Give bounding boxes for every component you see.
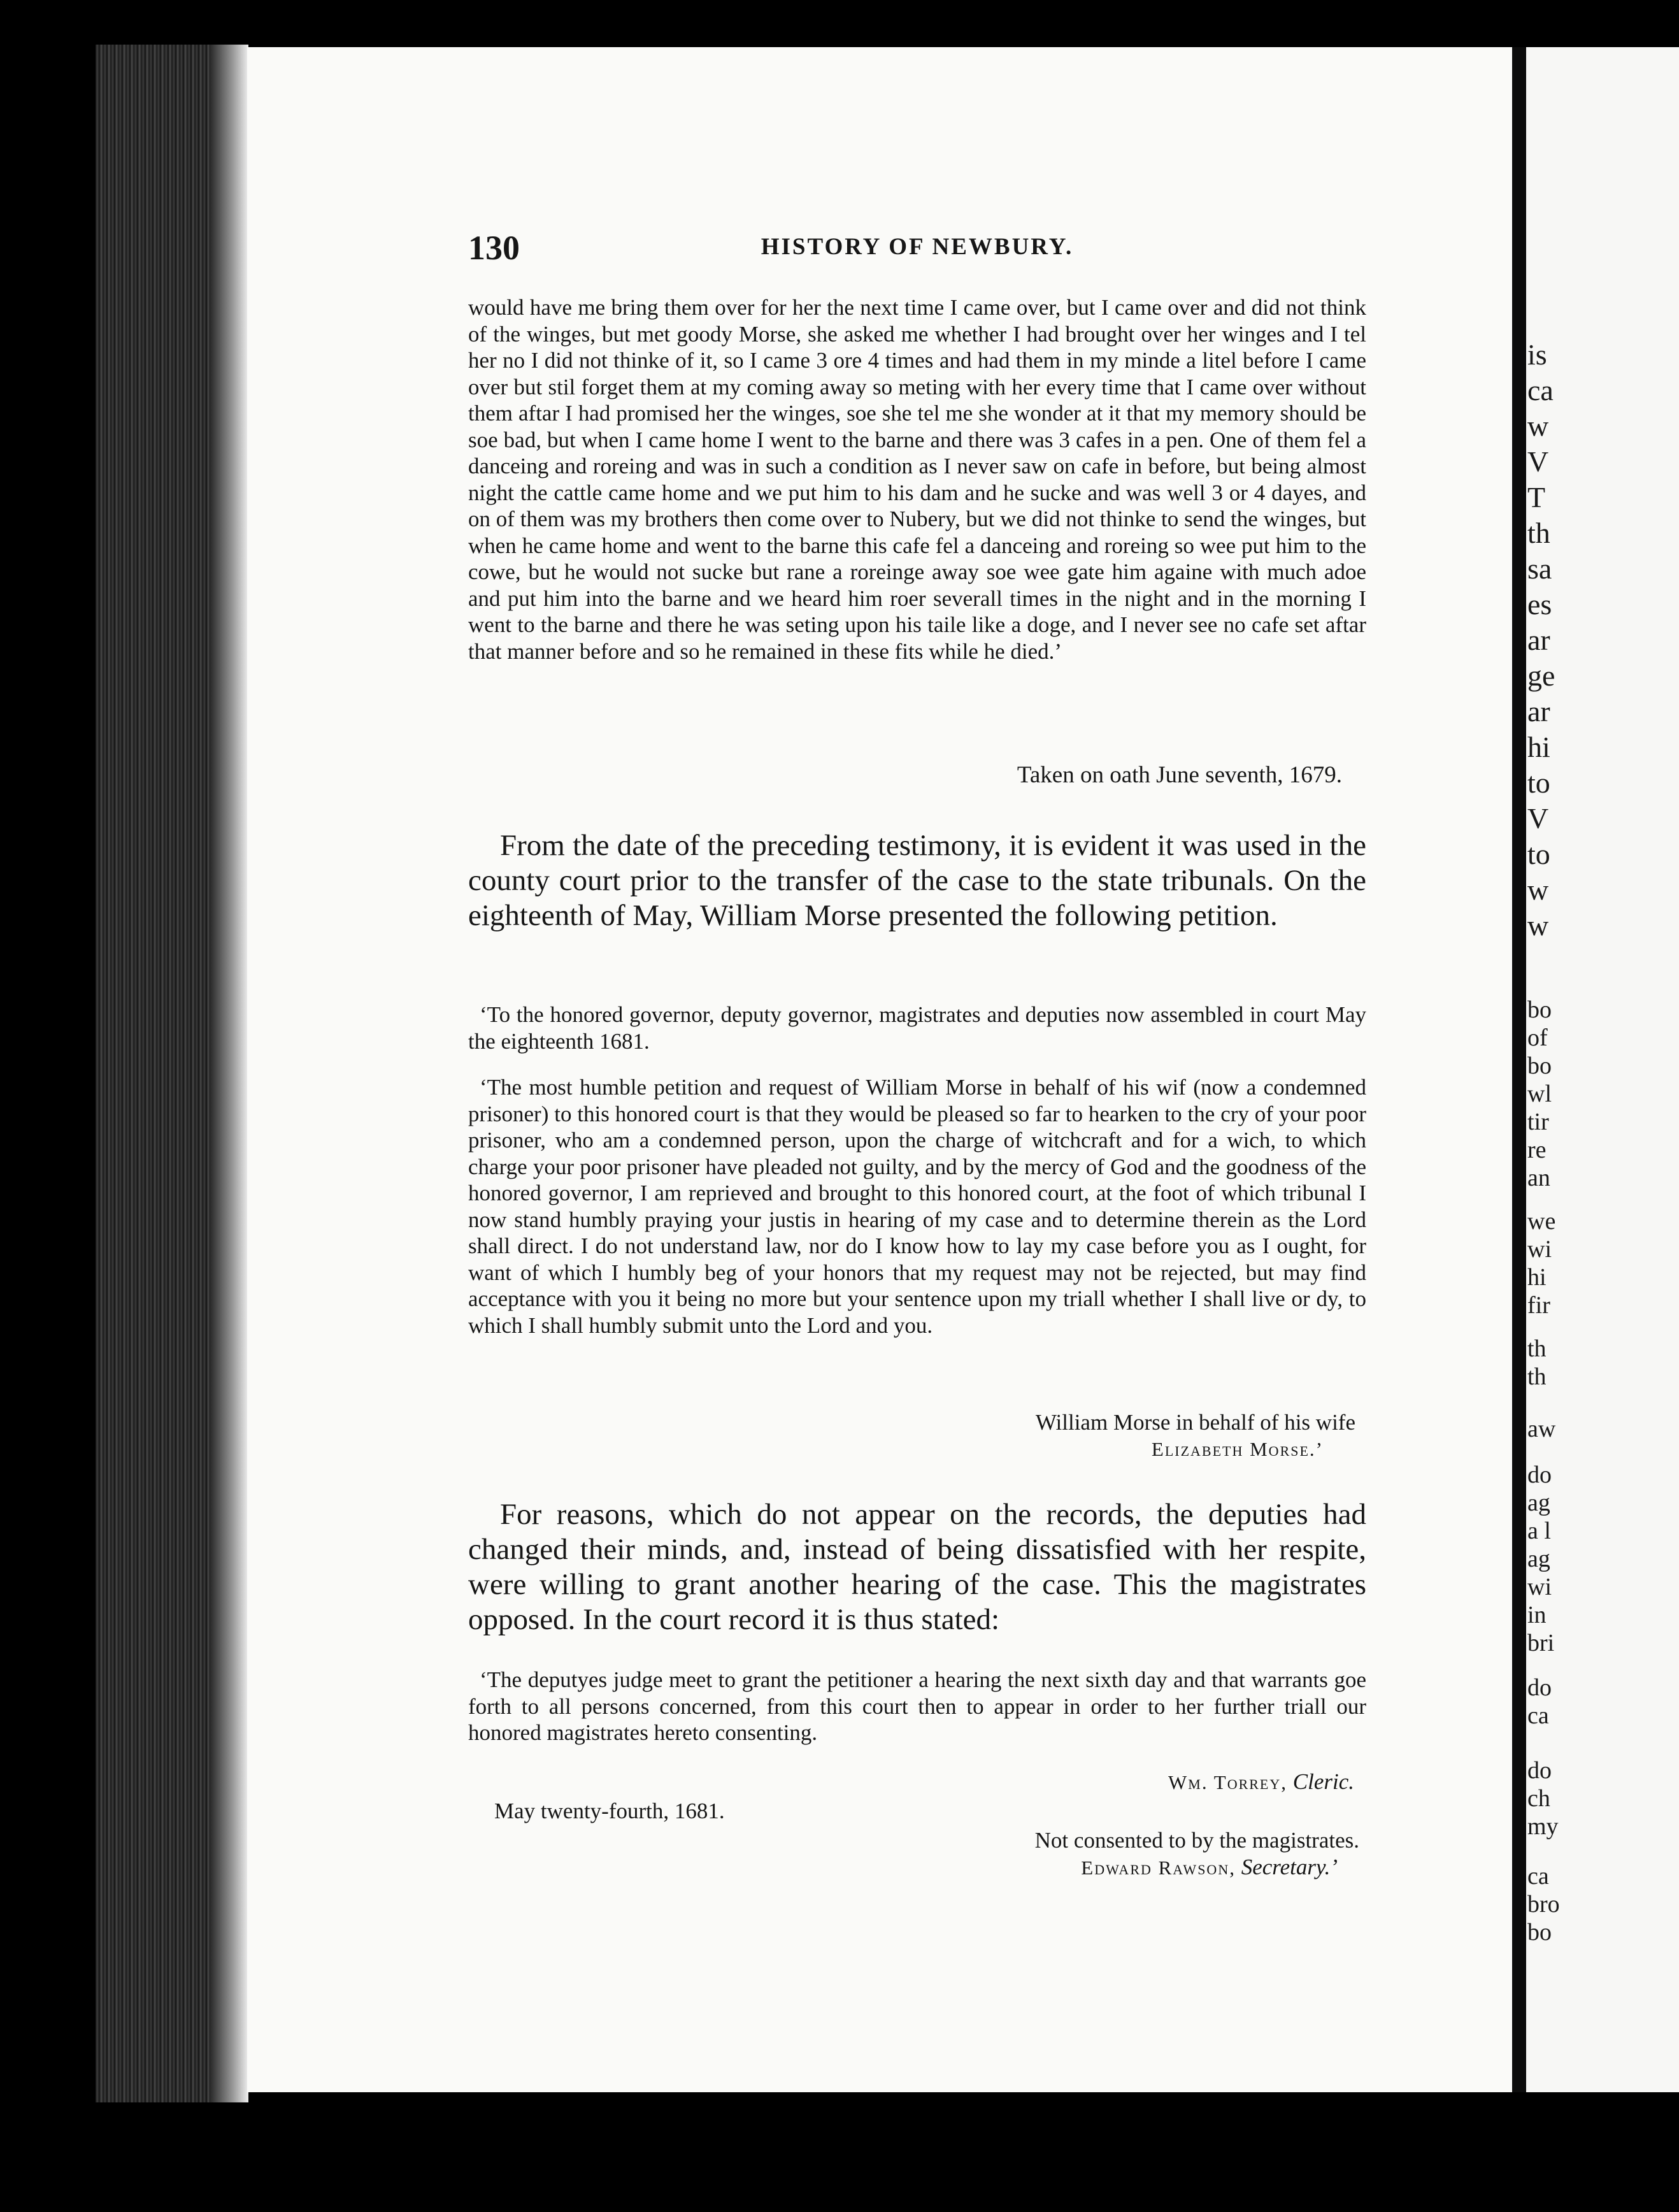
facing-page-fragment: es — [1527, 588, 1552, 621]
petition-signature-line: William Morse in behalf of his wife — [1035, 1410, 1355, 1435]
facing-page-fragment: wi — [1527, 1236, 1552, 1263]
facing-page-fragment: th — [1527, 1335, 1547, 1362]
facing-page-fragment: to — [1527, 838, 1550, 870]
facing-page-fragment: hi — [1527, 731, 1550, 763]
facing-page-fragment: th — [1527, 517, 1550, 549]
clerk-signature — [1168, 1769, 1354, 1795]
petition-address: ‘To the honored governor, deputy governor, magistrates and deputies now assembled in court May the eighteenth 1681. — [468, 1002, 1366, 1054]
facing-page-fragment: w — [1527, 410, 1549, 442]
facing-page-fragment: ar — [1527, 624, 1550, 656]
facing-page-fragment: V — [1527, 802, 1549, 835]
facing-page-fragment: do — [1527, 1757, 1552, 1784]
facing-page-fragment: bro — [1527, 1891, 1560, 1918]
facing-page-fragment: wl — [1527, 1081, 1552, 1107]
facing-page-fragment: we — [1527, 1208, 1556, 1235]
facing-page-fragment: V — [1527, 445, 1549, 478]
secretary-title: Secretary.’ — [1241, 1855, 1338, 1879]
facing-page-fragment: do — [1527, 1462, 1552, 1488]
facing-page-fragment: bo — [1527, 1052, 1552, 1079]
facing-page-fragment: th — [1527, 1363, 1547, 1390]
clerk-name: Wm. Torrey, — [1168, 1771, 1288, 1793]
running-head — [468, 228, 1366, 266]
secretary-signature — [1081, 1854, 1338, 1881]
facing-page-fragment: to — [1527, 766, 1550, 799]
not-consented-line: Not consented to by the magistrates. — [1034, 1828, 1359, 1853]
facing-page-fragment: do — [1527, 1674, 1552, 1701]
facing-page-fragment: is — [1527, 338, 1547, 371]
petition-signature-name: Elizabeth Morse.’ — [1151, 1438, 1324, 1460]
page-heading: HISTORY OF NEWBURY. — [761, 234, 1074, 260]
record-date: May twenty-fourth, 1681. — [494, 1799, 725, 1823]
facing-page-fragment: in — [1527, 1602, 1547, 1628]
facing-page-fragment: T — [1527, 481, 1546, 514]
book-gutter — [1512, 47, 1526, 2092]
facing-page-fragment: ca — [1527, 1702, 1549, 1729]
facing-page-fragment: sa — [1527, 552, 1552, 585]
facing-page-fragment: hi — [1527, 1264, 1547, 1291]
narrative-paragraph-2: For reasons, which do not appear on the records, the deputies had changed their minds, and, instead of being dissatisfied with her respite, were willing to grant another hearing of the case. This the magistrates opposed. In the court record it is thus stated: — [468, 1498, 1366, 1636]
clerk-title: Cleric. — [1292, 1769, 1354, 1794]
court-record-text: ‘The deputyes judge meet to grant the petitioner a hearing the next sixth day and that warrants goe forth to all persons concerned, from this court then to appear in order to her further triall our honored magistrates hereto consenting. — [468, 1667, 1366, 1745]
page-edges — [210, 45, 248, 2102]
facing-page-fragment: a l — [1527, 1518, 1551, 1544]
facing-page-fragment: ag — [1527, 1490, 1550, 1516]
facing-page-fragment: wi — [1527, 1574, 1552, 1600]
facing-page-fragment: re — [1527, 1137, 1547, 1163]
facing-page-fragment: ca — [1527, 1863, 1549, 1890]
facing-page-fragment: an — [1527, 1165, 1550, 1191]
facing-page-fragment: ge — [1527, 659, 1555, 692]
facing-page-fragment: ag — [1527, 1546, 1550, 1572]
petition-body: ‘The most humble petition and request of William Morse in behalf of his wif (now a condemned prisoner) to this honored court is that they would be pleased so far to hearken to the cry of your poor prisoner, who am a condemned person, upon the charge of witchcraft and for a wich, to which charge your poor prisoner have pleaded not guilty, and by the mercy of God and the goodness of the honored governor, I am reprieved and brought to this honored court, at the foot of which tribunal I now stand humbly praying your justis in hearing of my case and to determine therein as the Lord shall direct. I do not understand law, nor do I know how to lay my case before you as I ought, for want of which I humbly beg of your honors that my request may not be rejected, but may find acceptance with you it being no more but your sentence upon my triall whether I shall live or dy, to which I shall humbly submit unto the Lord and you. — [468, 1075, 1366, 1338]
facing-page-fragment: w — [1527, 873, 1549, 906]
facing-page-fragment: of — [1527, 1024, 1548, 1051]
facing-page-fragment: ca — [1527, 374, 1554, 406]
facing-page — [1526, 47, 1679, 2092]
oath-line: Taken on oath June seventh, 1679. — [1017, 762, 1342, 788]
facing-page-fragment: my — [1527, 1813, 1559, 1840]
facing-page-fragment: aw — [1527, 1416, 1556, 1442]
facing-page-fragment: fir — [1527, 1292, 1550, 1319]
facing-page-fragment: bo — [1527, 1919, 1552, 1946]
narrative-paragraph-1: From the date of the preceding testimony, it is evident it was used in the county court prior to the transfer of the case to the state tribunals. On the eighteenth of May, William Morse presented the following petition. — [468, 829, 1366, 932]
facing-page-fragment: ch — [1527, 1785, 1550, 1812]
secretary-name: Edward Rawson, — [1081, 1856, 1236, 1879]
page-number: 130 — [468, 229, 520, 267]
facing-page-fragment: tir — [1527, 1109, 1549, 1135]
facing-page-fragment: w — [1527, 909, 1549, 942]
facing-page-fragment: ar — [1527, 695, 1550, 728]
facing-page-fragment: bo — [1527, 996, 1552, 1023]
facing-page-fragment: bri — [1527, 1630, 1555, 1656]
testimony-text: would have me bring them over for her the next time I came over, but I came over and did not think of the winges, but met goody Morse, she asked me whether I had brought over her winges and I tel her no I did not thinke of it, so I came 3 ore 4 times and had them in my minde a litel before I came over but stil forget them at my coming away so meting with her every time that I came over without them aftar I had promised her the winges, soe she tel me she wonder at it that my memory should be soe bad, but when I came home I went to the barne and there was 3 cafes in a pen. One of them fel a danceing and roreing and was in such a condition as I never saw on cafe in before, but being almost night the cattle came home and we put him to his dam and he sucke and was well 3 or 4 dayes, and on of them was my brothers then come over to Nubery, but we did not thinke to send the winges, but when he came home and went to the barne this cafe fel a danceing and roreing so wee put him to the cowe, but he would not sucke but rane a roreinge away soe wee gate him againe with much adoe and put him into the barne and we heard him roer severall times in the night and in the morning I went to the barne and there he was seting upon his taile like a doge, and I never see no cafe set aftar that manner before and so he remained in these fits while he died.’ — [468, 295, 1366, 664]
